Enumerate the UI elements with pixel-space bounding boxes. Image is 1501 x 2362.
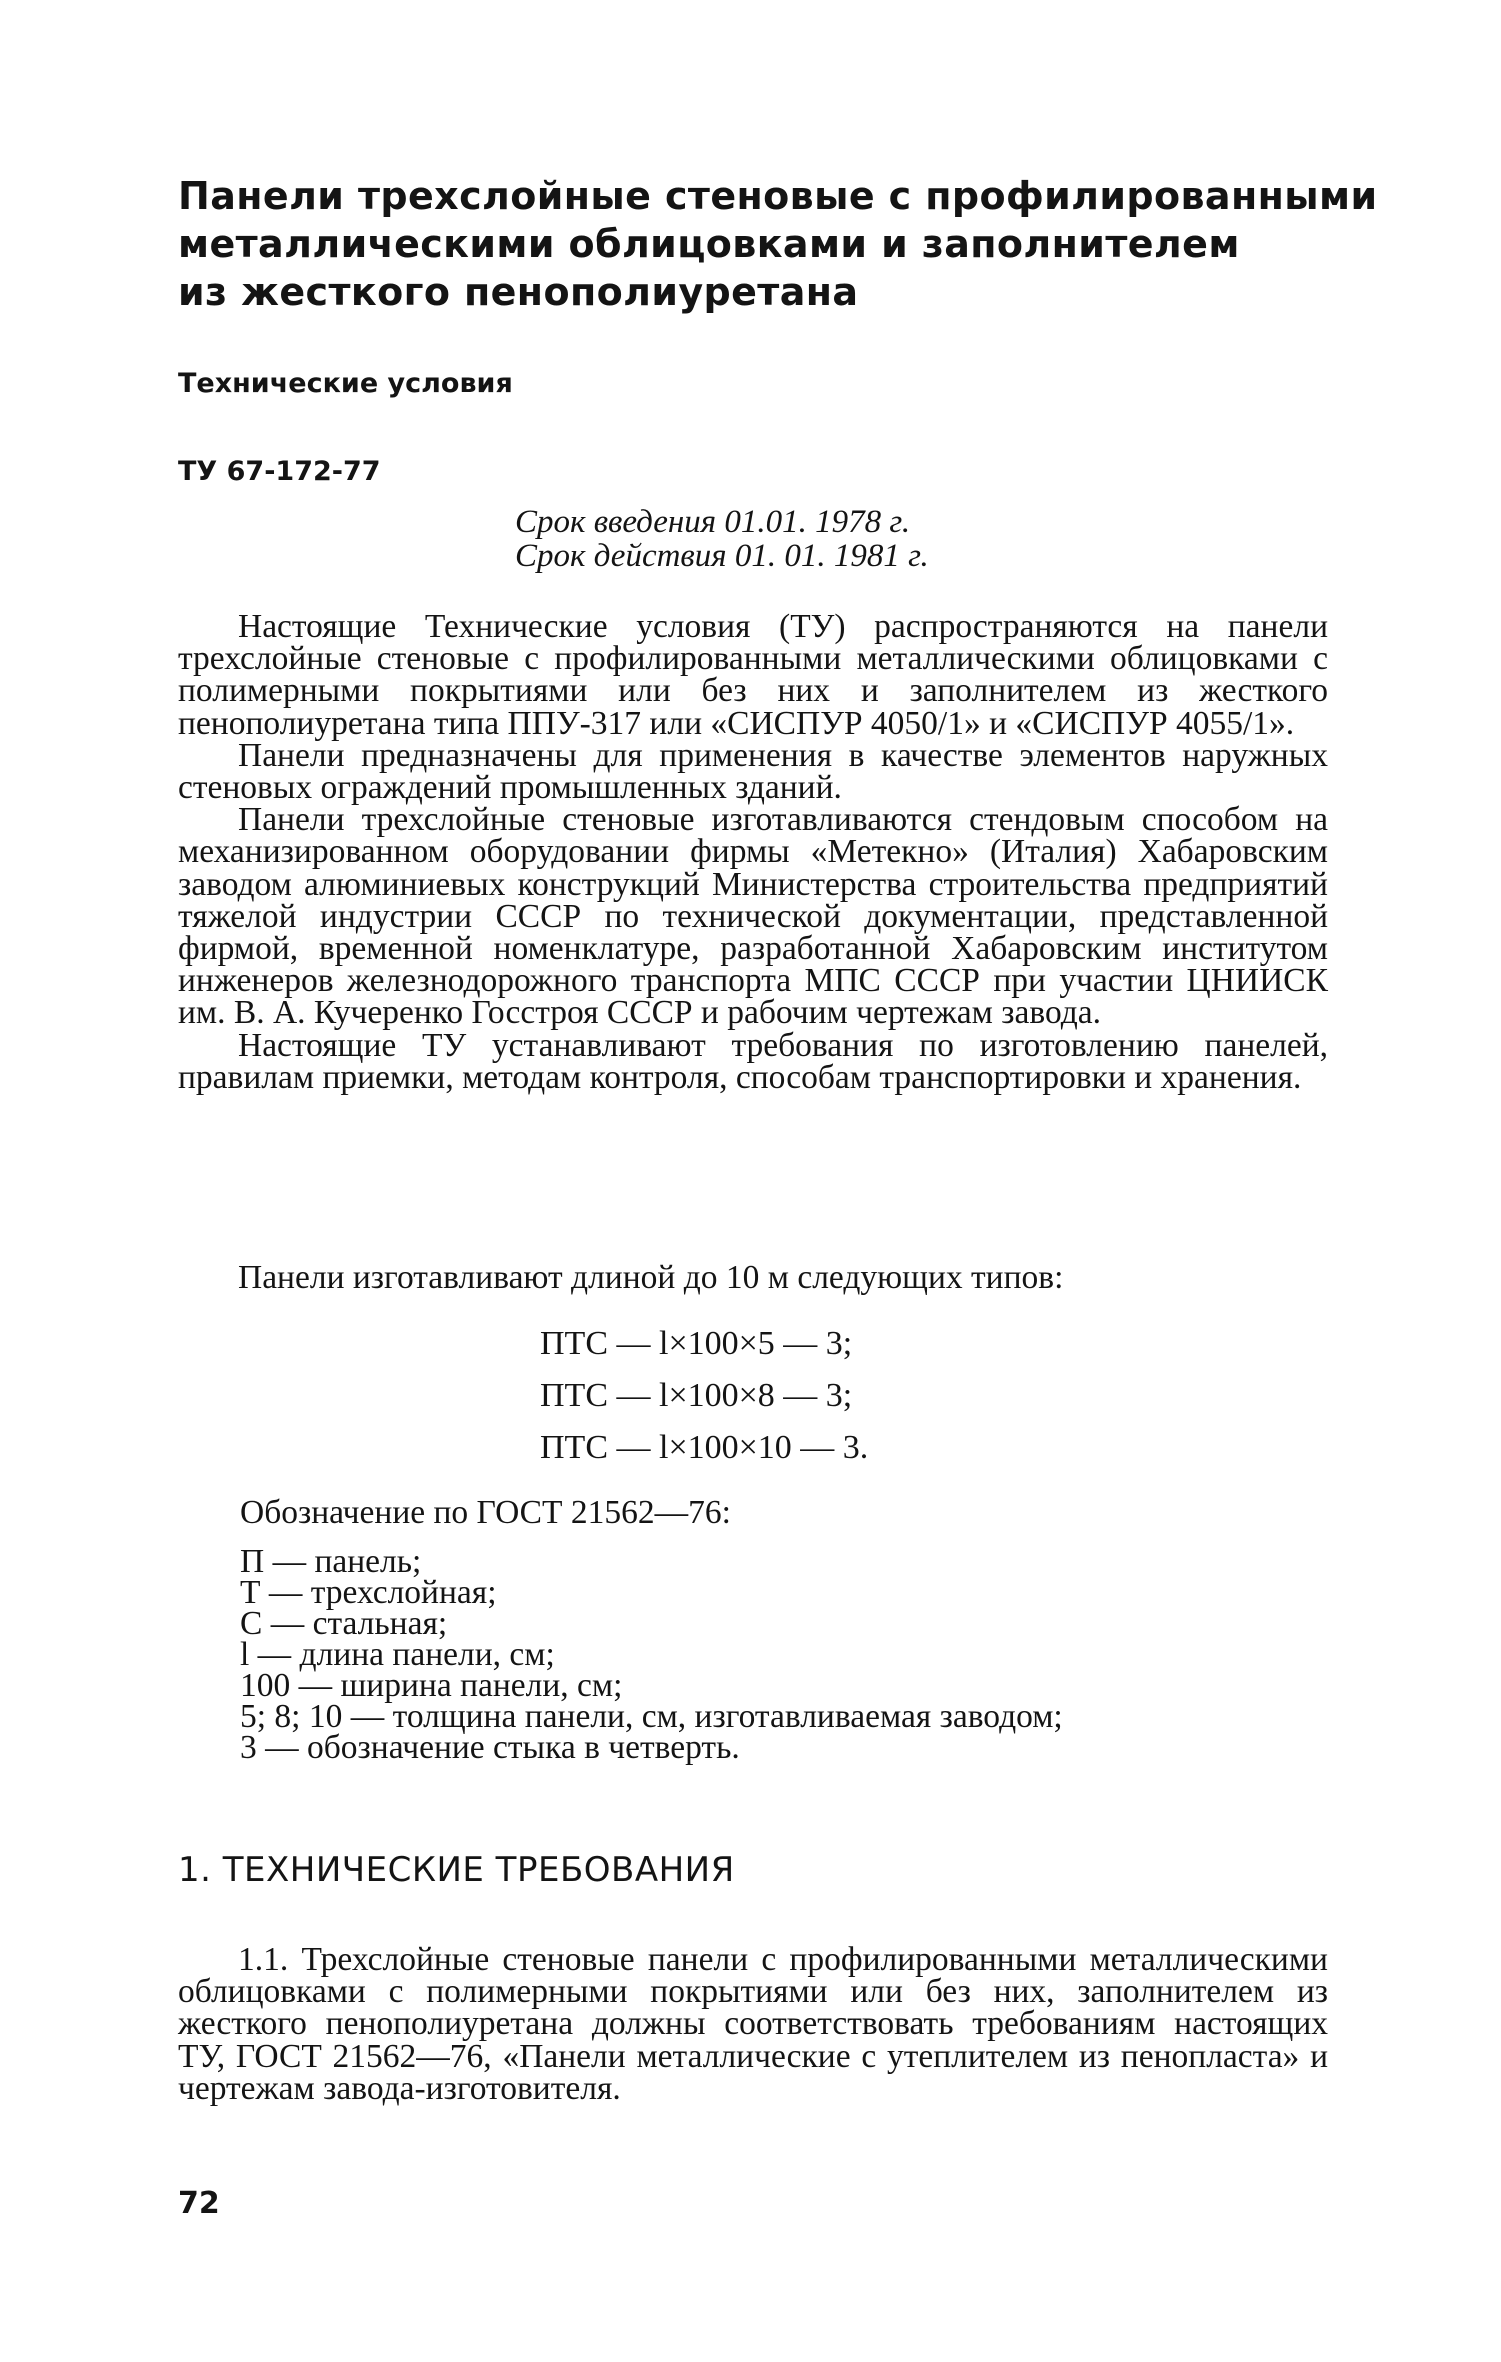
types-intro: Панели изготавливают длиной до 10 м следующих типов: [238,1259,1064,1296]
legend-item: 100 — ширина панели, см; [240,1667,623,1704]
designation-legend [240,1543,1063,1766]
legend-item: Т — трехслойная; [240,1574,497,1611]
document-code: ТУ 67-172-77 [178,456,381,487]
paragraph: Панели предназначены для применения в качестве элементов наружных стеновых ограждений промышленных зданий. [178,736,1328,807]
gost-designation-intro: Обозначение по ГОСТ 21562—76: [240,1494,731,1531]
title-line: металлическими облицовками и заполнителем [178,222,1240,266]
paragraph: Настоящие Технические условия (ТУ) распространяются на панели трехслойные стеновые с профилированными металлическими облицовками с полимерными покрытиями или без них и заполнителем из жесткого пенополиуретана типа ППУ-317 или «СИСПУР 4050/1» и «СИСПУР 4055/1». [178,608,1328,742]
validity-date: Срок действия 01. 01. 1981 г. [515,538,929,574]
title-line: из жесткого пенополиуретана [178,270,859,314]
legend-item: 3 — обозначение стыка в четверть. [240,1729,740,1766]
title-line: Панели трехслойные стеновые с профилированными [178,174,1378,218]
intro-date: Срок введения 01.01. 1978 г. [515,504,911,540]
types-intro-block [178,1259,1328,1296]
panel-type: ПТС — l×100×8 — 3; [540,1377,853,1414]
document-subtitle: Технические условия [178,368,513,399]
section-paragraph: 1.1. Трехслойные стеновые панели с профилированными металлическими облицовками с полимерными покрытиями или без них, заполнителем из жесткого пенополиуретана должны соответствовать требованиям настоящих ТУ, ГОСТ 21562—76, «Панели металлические с утеплителем из пенопласта» и чертежам завода-изготовителя. [178,1941,1328,2107]
page-number: 72 [178,2186,220,2221]
panel-type: ПТС — l×100×5 — 3; [540,1325,853,1362]
panel-types-list [540,1318,868,1474]
legend-item: 5; 8; 10 — толщина панели, см, изготавливаемая заводом; [240,1698,1063,1735]
legend-item: С — стальная; [240,1605,448,1642]
intro-paragraphs [178,608,1328,1096]
legend-item: l — длина панели, см; [240,1636,555,1673]
legend-item: П — панель; [240,1543,422,1580]
paragraph: Панели трехслойные стеновые изготавливаются стендовым способом на механизированном оборудовании фирмы «Метекно» (Италия) Хабаровским заводом алюминиевых конструкций Министерства строительства предприятий тяжелой индустрии СССР по технической документации, представленной фирмой, временной номенклатуре, разработанной Хабаровским институтом инженеров железнодорожного транспорта МПС СССР при участии ЦНИИСК им. В. А. Кучеренко Госстроя СССР и рабочим чертежам завода. [178,801,1328,1032]
document-title [178,172,1378,316]
validity-dates [515,505,929,573]
section-heading: 1. ТЕХНИЧЕСКИЕ ТРЕБОВАНИЯ [178,1850,735,1890]
paragraph: Настоящие ТУ устанавливают требования по изготовлению панелей, правилам приемки, методам контроля, способам транспортировки и хранения. [178,1026,1328,1096]
section-body [178,1941,1328,2107]
panel-type: ПТС — l×100×10 — 3. [540,1429,869,1466]
